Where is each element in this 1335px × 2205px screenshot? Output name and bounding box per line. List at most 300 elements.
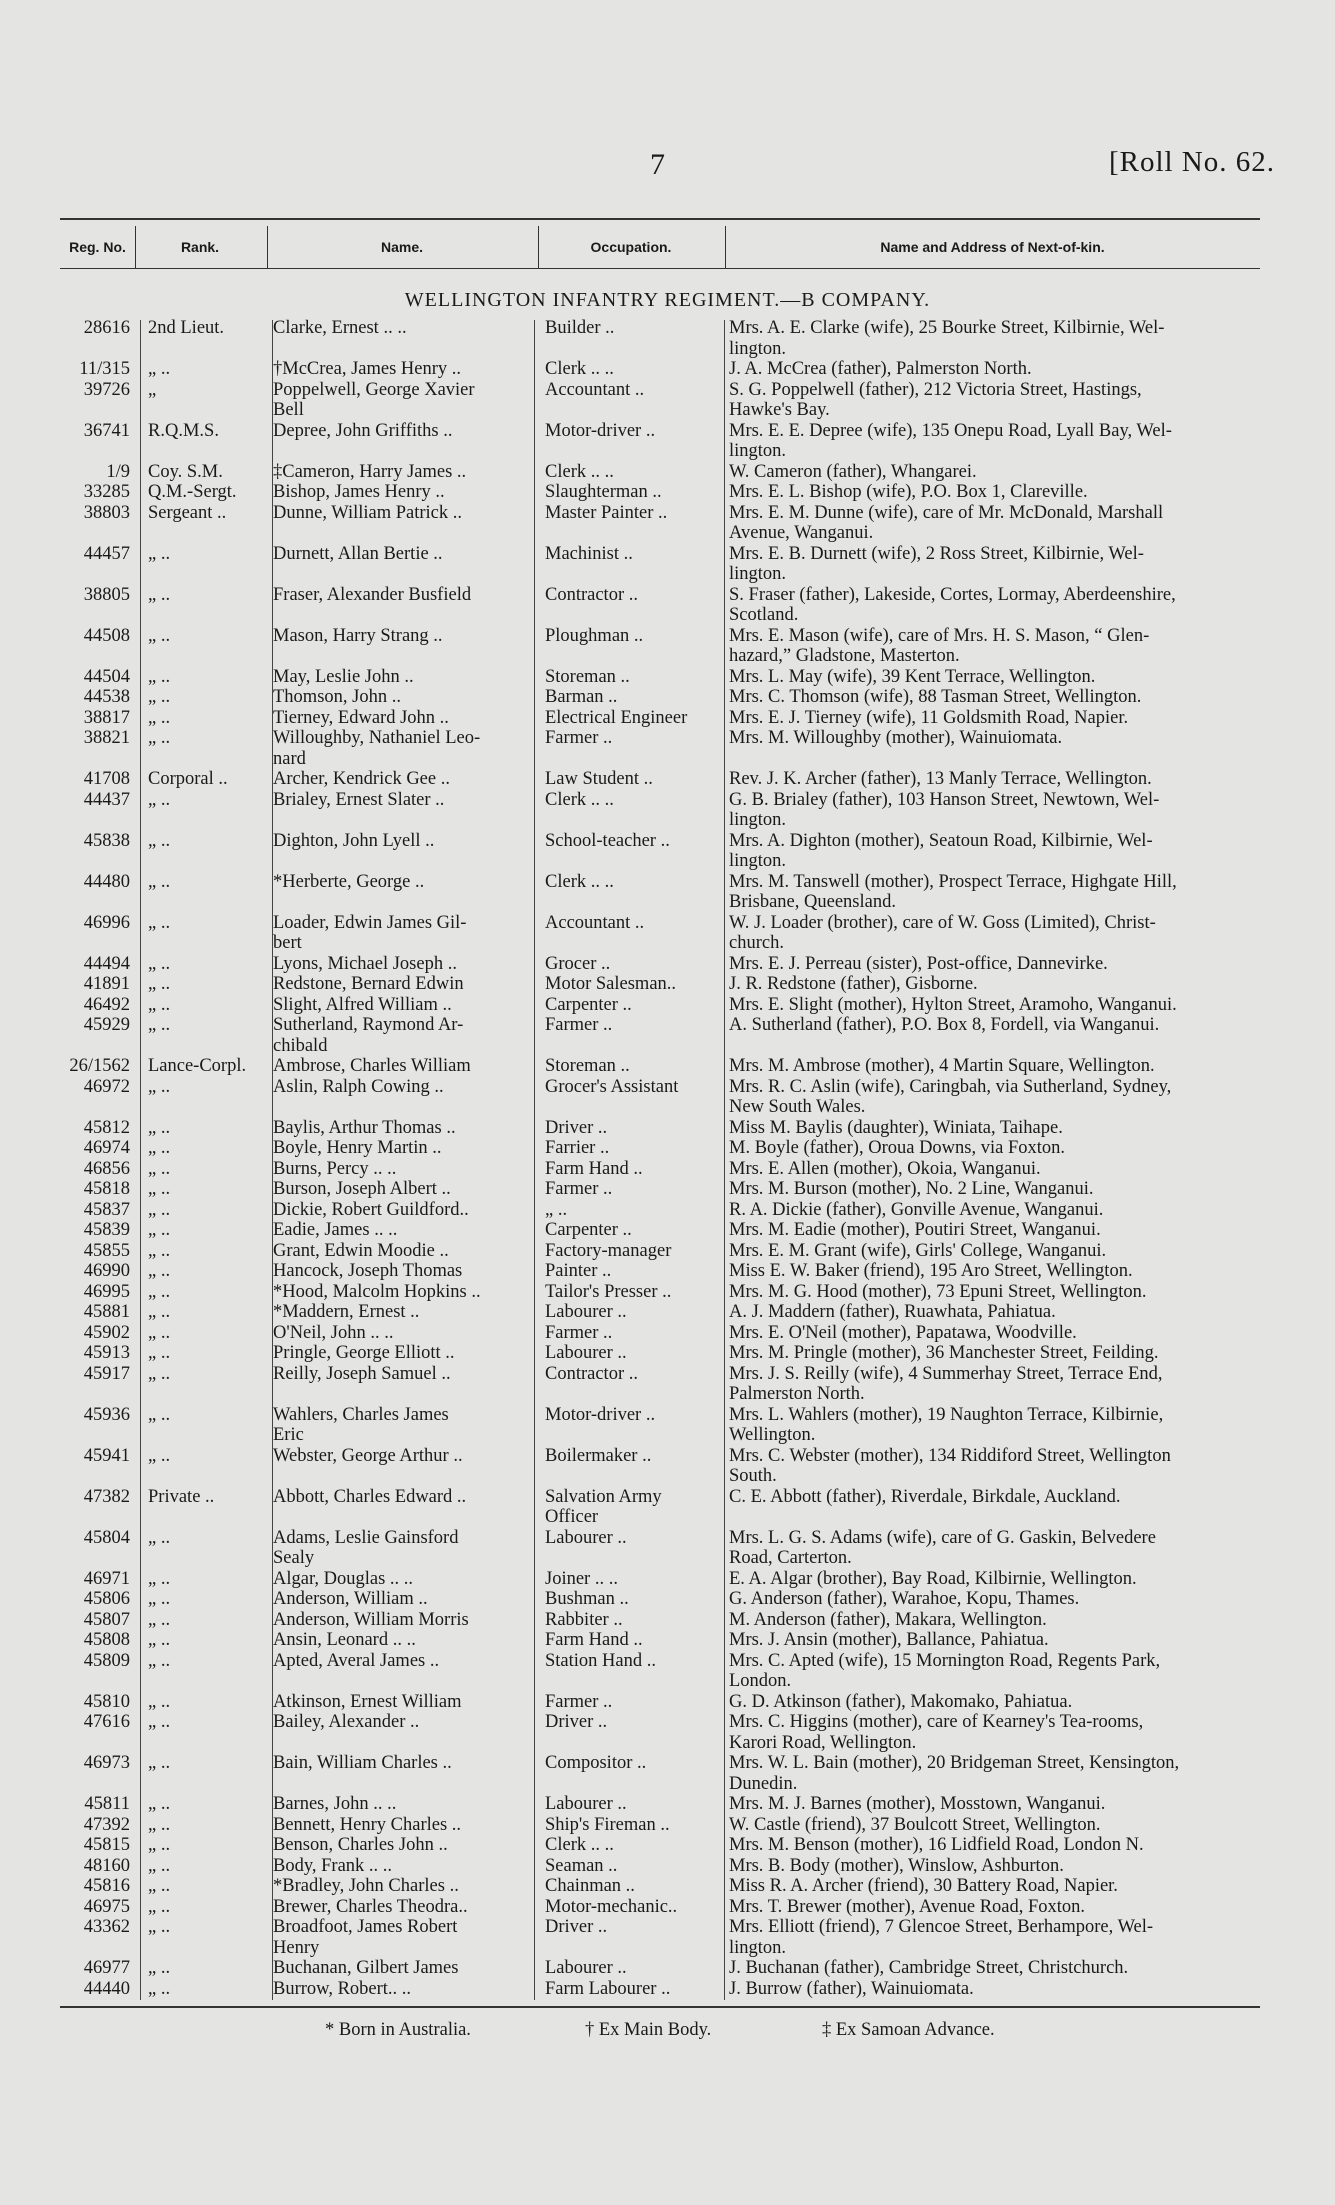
- rank-cell: 2nd Lieut.: [148, 318, 225, 338]
- table-row: [0, 339, 1335, 360]
- name-cell: Hancock, Joseph Thomas: [273, 1261, 463, 1281]
- reg-no-cell: 44437: [83, 789, 130, 810]
- next-of-kin-cell: lington.: [729, 564, 787, 584]
- next-of-kin-cell: Mrs. C. Thomson (wife), 88 Tasman Street, Wellington.: [729, 687, 1142, 707]
- reg-no-cell: 45818: [83, 1179, 130, 1199]
- next-of-kin-cell: Mrs. E. M. Dunne (wife), care of Mr. McDonald, Marshall: [729, 502, 1164, 523]
- next-of-kin-cell: W. Cameron (father), Whangarei.: [729, 461, 977, 482]
- rank-cell: [130, 1507, 255, 1528]
- table-row: [0, 359, 1335, 380]
- name-cell: Dickie, Robert Guildford..: [273, 1199, 469, 1220]
- name-cell: Broadfoot, James Robert: [273, 1917, 458, 1937]
- occupation-cell: [517, 1733, 707, 1754]
- occupation-cell: [517, 1671, 707, 1692]
- occupation-cell: Driver ..: [545, 1917, 608, 1937]
- reg-no-cell: 46995: [83, 1281, 130, 1302]
- reg-no-cell: [0, 933, 130, 954]
- next-of-kin-cell: Mrs. C. Apted (wife), 15 Mornington Road, Regents Park,: [729, 1650, 1161, 1671]
- name-cell: †McCrea, James Henry ..: [273, 359, 462, 379]
- table-row: [0, 1938, 1335, 1959]
- next-of-kin-cell: W. J. Loader (brother), care of W. Goss (Limited), Christ-: [729, 912, 1156, 933]
- rank-cell: „ ..: [148, 1199, 171, 1220]
- reg-no-cell: [0, 1097, 130, 1118]
- name-cell: Anderson, William ..: [273, 1589, 428, 1609]
- name-cell: Eric: [273, 1425, 304, 1445]
- rank-cell: „ ..: [148, 1876, 171, 1896]
- occupation-cell: Labourer ..: [545, 1794, 627, 1814]
- reg-no-cell: 45917: [83, 1363, 130, 1384]
- reg-no-cell: 45810: [83, 1691, 130, 1712]
- table-row: [0, 1015, 1335, 1036]
- name-cell: Brialey, Ernest Slater ..: [273, 789, 445, 810]
- reg-no-cell: 45809: [83, 1650, 130, 1671]
- top-rule: [60, 218, 1260, 220]
- reg-no-cell: 45855: [83, 1240, 130, 1261]
- reg-no-cell: 33285: [83, 482, 130, 502]
- reg-no-cell: 45807: [83, 1609, 130, 1630]
- occupation-cell: Master Painter ..: [545, 502, 668, 523]
- occupation-cell: [517, 1384, 707, 1405]
- rank-cell: [130, 1425, 255, 1446]
- reg-no-cell: 45816: [83, 1876, 130, 1896]
- occupation-cell: Tailor's Presser ..: [545, 1281, 672, 1302]
- reg-no-cell: 45806: [83, 1589, 130, 1609]
- reg-no-cell: 46977: [83, 1958, 130, 1978]
- occupation-cell: Bushman ..: [545, 1589, 629, 1609]
- reg-no-cell: 46975: [83, 1896, 130, 1917]
- reg-no-cell: 45936: [83, 1404, 130, 1425]
- name-cell: Ambrose, Charles William: [273, 1056, 471, 1076]
- reg-no-cell: 46972: [83, 1076, 130, 1097]
- header-name: Name.: [380, 239, 424, 255]
- next-of-kin-cell: Mrs. M. Tanswell (mother), Prospect Terrace, Highgate Hill,: [729, 871, 1177, 892]
- next-of-kin-cell: Scotland.: [729, 605, 799, 625]
- table-row: [0, 790, 1335, 811]
- occupation-cell: Driver ..: [545, 1712, 608, 1732]
- header-occupation: Occupation.: [590, 239, 672, 255]
- name-cell: Boyle, Henry Martin ..: [273, 1138, 442, 1158]
- next-of-kin-cell: A. J. Maddern (father), Ruawhata, Pahiatua.: [729, 1302, 1056, 1322]
- rank-cell: „ ..: [148, 1896, 171, 1917]
- name-cell: Baylis, Arthur Thomas ..: [273, 1117, 456, 1138]
- name-cell: Poppelwell, George Xavier: [273, 379, 475, 400]
- table-row: [0, 1343, 1335, 1364]
- rank-cell: „ ..: [148, 1404, 171, 1425]
- rank-cell: [130, 933, 255, 954]
- name-cell: [255, 1774, 517, 1795]
- reg-no-cell: 47616: [83, 1712, 130, 1732]
- table-row: [0, 1220, 1335, 1241]
- name-cell: *Maddern, Ernest ..: [273, 1302, 420, 1322]
- rank-cell: „ ..: [148, 1138, 171, 1158]
- table-row: [0, 544, 1335, 565]
- occupation-cell: Farmer ..: [545, 728, 613, 748]
- table-row: [0, 1958, 1335, 1979]
- occupation-cell: [517, 646, 707, 667]
- reg-no-cell: [0, 851, 130, 872]
- next-of-kin-cell: Mrs. E. J. Tierney (wife), 11 Goldsmith Road, Napier.: [729, 707, 1129, 728]
- next-of-kin-cell: J. R. Redstone (father), Gisborne.: [729, 974, 978, 994]
- table-row: [0, 462, 1335, 483]
- rank-cell: „ ..: [148, 1158, 171, 1179]
- name-cell: *Bradley, John Charles ..: [273, 1876, 459, 1896]
- next-of-kin-cell: Brisbane, Queensland.: [729, 892, 896, 912]
- next-of-kin-cell: Hawke's Bay.: [729, 400, 830, 420]
- name-cell: [255, 892, 517, 913]
- rank-cell: „ ..: [148, 1855, 171, 1876]
- table-row: [0, 769, 1335, 790]
- next-of-kin-cell: Miss M. Baylis (daughter), Winiata, Taihape.: [729, 1117, 1063, 1138]
- occupation-cell: [517, 441, 707, 462]
- next-of-kin-cell: Mrs. B. Body (mother), Winslow, Ashburton.: [729, 1855, 1064, 1876]
- rank-cell: [130, 441, 255, 462]
- roll-label: [Roll No. 62.: [1108, 146, 1275, 178]
- table-row: [0, 1569, 1335, 1590]
- next-of-kin-cell: [707, 1036, 1272, 1057]
- next-of-kin-cell: church.: [729, 933, 784, 953]
- name-cell: Durnett, Allan Bertie ..: [273, 543, 443, 564]
- table-row: [0, 913, 1335, 934]
- table-row: [0, 810, 1335, 831]
- table-row: [0, 441, 1335, 462]
- rank-cell: R.Q.M.S.: [148, 420, 219, 441]
- reg-no-cell: 45811: [84, 1794, 130, 1814]
- rank-cell: „ ..: [148, 1568, 171, 1589]
- next-of-kin-cell: M. Anderson (father), Makara, Wellington.: [729, 1609, 1047, 1630]
- rank-cell: „ ..: [148, 994, 171, 1015]
- next-of-kin-cell: Mrs. M. Burson (mother), No. 2 Line, Wanganui.: [729, 1179, 1094, 1199]
- next-of-kin-cell: Mrs. E. M. Grant (wife), Girls' College, Wanganui.: [729, 1240, 1107, 1261]
- rank-cell: Q.M.-Sergt.: [148, 482, 237, 502]
- reg-no-cell: [0, 564, 130, 585]
- reg-no-cell: 38803: [83, 502, 130, 523]
- table-row: [0, 974, 1335, 995]
- rank-cell: „ ..: [148, 1630, 171, 1650]
- next-of-kin-cell: Mrs. E. Mason (wife), care of Mrs. H. S. Mason, “ Glen-: [729, 625, 1150, 646]
- reg-no-cell: [0, 523, 130, 544]
- name-cell: [255, 1733, 517, 1754]
- roll-table: [0, 318, 1335, 1999]
- next-of-kin-cell: Dunedin.: [729, 1773, 798, 1794]
- reg-no-cell: 45902: [83, 1322, 130, 1343]
- table-row: [0, 1979, 1335, 2000]
- next-of-kin-cell: Mrs. A. Dighton (mother), Seatoun Road, Kilbirnie, Wel-: [729, 830, 1153, 851]
- name-cell: Bailey, Alexander ..: [273, 1712, 420, 1732]
- occupation-cell: [517, 1938, 707, 1959]
- occupation-cell: „ ..: [545, 1199, 568, 1220]
- name-cell: [255, 441, 517, 462]
- table-row: [0, 1671, 1335, 1692]
- next-of-kin-cell: R. A. Dickie (father), Gonville Avenue, Wanganui.: [729, 1199, 1104, 1220]
- table-row: [0, 400, 1335, 421]
- name-cell: [255, 1384, 517, 1405]
- occupation-cell: Clerk .. ..: [545, 359, 614, 379]
- reg-no-cell: 45929: [83, 1015, 130, 1035]
- table-row: [0, 1897, 1335, 1918]
- table-row: [0, 1323, 1335, 1344]
- reg-no-cell: [0, 892, 130, 913]
- table-row: [0, 708, 1335, 729]
- table-row: [0, 1610, 1335, 1631]
- name-cell: Bain, William Charles ..: [273, 1753, 452, 1773]
- rank-cell: „ ..: [148, 1343, 171, 1363]
- rank-cell: „ ..: [148, 1835, 171, 1855]
- rank-cell: [130, 400, 255, 421]
- rank-cell: „ ..: [148, 1302, 171, 1322]
- reg-no-cell: 45815: [83, 1835, 130, 1855]
- section-title: WELLINGTON INFANTRY REGIMENT.—B COMPANY.: [404, 289, 931, 311]
- table-row: [0, 380, 1335, 401]
- rank-cell: [130, 564, 255, 585]
- occupation-cell: Farm Hand ..: [545, 1158, 643, 1179]
- rank-cell: „ ..: [148, 1527, 171, 1548]
- rank-cell: [130, 1097, 255, 1118]
- page-number: 7: [650, 148, 665, 181]
- name-cell: Dunne, William Patrick ..: [273, 502, 463, 523]
- rank-cell: „ ..: [148, 1261, 171, 1281]
- reg-no-cell: [0, 1466, 130, 1487]
- name-cell: Grant, Edwin Moodie ..: [273, 1240, 449, 1261]
- rank-cell: „ ..: [148, 1076, 171, 1097]
- next-of-kin-cell: Karori Road, Wellington.: [729, 1732, 917, 1753]
- occupation-cell: [517, 523, 707, 544]
- name-cell: Thomson, John ..: [273, 687, 401, 707]
- table-row: [0, 1425, 1335, 1446]
- next-of-kin-cell: M. Boyle (father), Oroua Downs, via Foxton.: [729, 1138, 1066, 1158]
- next-of-kin-cell: Mrs. A. E. Clarke (wife), 25 Bourke Street, Kilbirnie, Wel-: [729, 318, 1165, 338]
- reg-no-cell: 45839: [83, 1220, 130, 1240]
- reg-no-cell: 44480: [83, 871, 130, 892]
- name-cell: Mason, Harry Strang ..: [273, 625, 443, 646]
- next-of-kin-cell: G. D. Atkinson (father), Makomako, Pahiatua.: [729, 1691, 1073, 1712]
- table-row: [0, 1179, 1335, 1200]
- table-row: [0, 564, 1335, 585]
- next-of-kin-cell: Mrs. E. J. Perreau (sister), Post-office, Dannevirke.: [729, 953, 1108, 974]
- rank-cell: „ ..: [148, 359, 171, 379]
- rank-cell: „ ..: [148, 1609, 171, 1630]
- next-of-kin-cell: Mrs. L. May (wife), 39 Kent Terrace, Wellington.: [729, 666, 1096, 687]
- occupation-cell: Driver ..: [545, 1117, 608, 1138]
- table-row: [0, 1384, 1335, 1405]
- reg-no-cell: 11/315: [79, 359, 130, 379]
- next-of-kin-cell: Mrs. C. Higgins (mother), care of Kearney's Tea-rooms,: [729, 1712, 1144, 1732]
- name-cell: Archer, Kendrick Gee ..: [273, 769, 450, 789]
- reg-no-cell: 46856: [83, 1158, 130, 1179]
- occupation-cell: Farmer ..: [545, 1322, 613, 1343]
- rank-cell: „ ..: [148, 666, 171, 687]
- name-cell: Tierney, Edward John ..: [273, 707, 449, 728]
- reg-no-cell: [0, 1425, 130, 1446]
- next-of-kin-cell: [707, 749, 1272, 770]
- occupation-cell: [517, 339, 707, 360]
- reg-no-cell: [0, 749, 130, 770]
- rank-cell: „ ..: [148, 789, 171, 810]
- rank-cell: [130, 1036, 255, 1057]
- next-of-kin-cell: Miss R. A. Archer (friend), 30 Battery Road, Napier.: [729, 1876, 1118, 1896]
- next-of-kin-cell: Miss E. W. Baker (friend), 195 Aro Street, Wellington.: [729, 1261, 1133, 1281]
- next-of-kin-cell: G. B. Brialey (father), 103 Hanson Street, Newtown, Wel-: [729, 789, 1160, 810]
- occupation-cell: Storeman ..: [545, 1056, 630, 1076]
- table-row: [0, 728, 1335, 749]
- name-cell: Henry: [273, 1937, 320, 1958]
- table-row: [0, 1118, 1335, 1139]
- occupation-cell: Labourer ..: [545, 1343, 627, 1363]
- occupation-cell: [517, 933, 707, 954]
- next-of-kin-cell: Mrs. L. G. S. Adams (wife), care of G. Gaskin, Belvedere: [729, 1527, 1156, 1548]
- reg-no-cell: 39726: [83, 379, 130, 400]
- table-row: [0, 1446, 1335, 1467]
- next-of-kin-cell: W. Castle (friend), 37 Boulcott Street, Wellington.: [729, 1814, 1101, 1835]
- table-row: [0, 482, 1335, 503]
- reg-no-cell: 46973: [83, 1753, 130, 1773]
- occupation-cell: Motor-mechanic..: [545, 1896, 678, 1917]
- rank-cell: Sergeant ..: [148, 502, 227, 523]
- name-cell: Lyons, Michael Joseph ..: [273, 953, 457, 974]
- rank-cell: „ ..: [148, 1117, 171, 1138]
- next-of-kin-cell: S. G. Poppelwell (father), 212 Victoria Street, Hastings,: [729, 379, 1142, 400]
- occupation-cell: Contractor ..: [545, 1363, 638, 1384]
- name-cell: Slight, Alfred William ..: [273, 994, 452, 1015]
- name-cell: Clarke, Ernest .. ..: [273, 318, 407, 338]
- reg-no-cell: [0, 1938, 130, 1959]
- reg-no-cell: 41708: [83, 769, 130, 789]
- next-of-kin-cell: E. A. Algar (brother), Bay Road, Kilbirnie, Wellington.: [729, 1568, 1137, 1589]
- reg-no-cell: 44538: [83, 687, 130, 707]
- name-cell: [255, 523, 517, 544]
- next-of-kin-cell: Avenue, Wanganui.: [729, 523, 874, 543]
- next-of-kin-cell: J. A. McCrea (father), Palmerston North.: [729, 359, 1032, 379]
- next-of-kin-cell: Mrs. M. Eadie (mother), Poutiri Street, Wanganui.: [729, 1220, 1101, 1240]
- reg-no-cell: 45838: [83, 830, 130, 851]
- table-row: [0, 1589, 1335, 1610]
- occupation-cell: Factory-manager: [545, 1240, 672, 1261]
- reg-no-cell: [0, 1036, 130, 1057]
- table-row: [0, 1466, 1335, 1487]
- occupation-cell: Salvation Army: [545, 1486, 662, 1507]
- table-row: [0, 1815, 1335, 1836]
- table-row: [0, 1774, 1335, 1795]
- rank-cell: „ ..: [148, 953, 171, 974]
- occupation-cell: Machinist ..: [545, 543, 633, 564]
- next-of-kin-cell: New South Wales.: [729, 1097, 866, 1117]
- reg-no-cell: 38821: [83, 728, 130, 748]
- name-cell: Benson, Charles John ..: [273, 1835, 448, 1855]
- reg-no-cell: 43362: [83, 1917, 130, 1937]
- occupation-cell: Officer: [545, 1507, 599, 1527]
- rank-cell: „ ..: [148, 1281, 171, 1302]
- table-row: [0, 1487, 1335, 1508]
- occupation-cell: Chainman ..: [545, 1876, 635, 1896]
- occupation-cell: Motor Salesman..: [545, 974, 677, 994]
- rank-cell: „ ..: [148, 1978, 171, 1999]
- name-cell: bert: [273, 933, 302, 953]
- rank-cell: „ ..: [148, 1589, 171, 1609]
- occupation-cell: [517, 605, 707, 626]
- name-cell: Brewer, Charles Theodra..: [273, 1896, 468, 1917]
- name-cell: Bishop, James Henry ..: [273, 482, 445, 502]
- table-row: [0, 667, 1335, 688]
- reg-no-cell: [0, 441, 130, 462]
- reg-no-cell: 38805: [83, 584, 130, 605]
- name-cell: Loader, Edwin James Gil-: [273, 912, 467, 933]
- occupation-cell: [517, 1425, 707, 1446]
- occupation-cell: Electrical Engineer: [545, 707, 688, 728]
- name-cell: Aslin, Ralph Cowing ..: [273, 1076, 444, 1097]
- name-cell: [255, 646, 517, 667]
- name-cell: O'Neil, John .. ..: [273, 1322, 394, 1343]
- occupation-cell: Builder ..: [545, 318, 615, 338]
- name-cell: Sutherland, Raymond Ar-: [273, 1015, 464, 1035]
- reg-no-cell: [0, 1774, 130, 1795]
- name-cell: Burson, Joseph Albert ..: [273, 1179, 451, 1199]
- table-row: [0, 1056, 1335, 1077]
- next-of-kin-cell: S. Fraser (father), Lakeside, Cortes, Lormay, Aberdeenshire,: [729, 584, 1176, 605]
- rank-cell: Coy. S.M.: [148, 461, 223, 482]
- table-row: [0, 1917, 1335, 1938]
- header-rank: Rank.: [180, 239, 220, 255]
- reg-no-cell: [0, 646, 130, 667]
- name-cell: [255, 605, 517, 626]
- next-of-kin-cell: J. Burrow (father), Wainuiomata.: [729, 1978, 974, 1999]
- occupation-cell: Carpenter ..: [545, 1220, 632, 1240]
- next-of-kin-cell: Mrs. M. G. Hood (mother), 73 Epuni Street, Wellington.: [729, 1281, 1147, 1302]
- name-cell: Bennett, Henry Charles ..: [273, 1814, 462, 1835]
- occupation-cell: [517, 1466, 707, 1487]
- table-row: [0, 1835, 1335, 1856]
- occupation-cell: Farm Hand ..: [545, 1630, 643, 1650]
- rank-cell: „: [148, 379, 157, 400]
- reg-no-cell: 45808: [83, 1630, 130, 1650]
- reg-no-cell: 44440: [83, 1978, 130, 1999]
- name-cell: Abbott, Charles Edward ..: [273, 1486, 467, 1507]
- next-of-kin-cell: hazard,” Gladstone, Masterton.: [729, 646, 960, 666]
- table-row: [0, 1077, 1335, 1098]
- reg-no-cell: 46996: [83, 912, 130, 933]
- rank-cell: Lance-Corpl.: [148, 1056, 247, 1076]
- occupation-cell: Seaman ..: [545, 1855, 618, 1876]
- name-cell: Adams, Leslie Gainsford: [273, 1527, 459, 1548]
- next-of-kin-cell: Mrs. J. Ansin (mother), Ballance, Pahiatua.: [729, 1630, 1049, 1650]
- next-of-kin-cell: Mrs. M. Pringle (mother), 36 Manchester Street, Feilding.: [729, 1343, 1159, 1363]
- table-row: [0, 1651, 1335, 1672]
- rank-cell: „ ..: [148, 1712, 171, 1732]
- table-row: [0, 1794, 1335, 1815]
- name-cell: Sealy: [273, 1548, 315, 1568]
- next-of-kin-cell: lington.: [729, 441, 787, 461]
- occupation-cell: Rabbiter ..: [545, 1609, 623, 1630]
- table-row: [0, 872, 1335, 893]
- rank-cell: „ ..: [148, 1958, 171, 1978]
- table-row: [0, 1282, 1335, 1303]
- occupation-cell: Farmer ..: [545, 1179, 613, 1199]
- name-cell: Dighton, John Lyell ..: [273, 830, 435, 851]
- occupation-cell: Grocer's Assistant: [545, 1076, 679, 1097]
- table-row: [0, 1138, 1335, 1159]
- rank-cell: „ ..: [148, 584, 171, 605]
- name-cell: Pringle, George Elliott ..: [273, 1343, 455, 1363]
- occupation-cell: Contractor ..: [545, 584, 638, 605]
- next-of-kin-cell: Mrs. Elliott (friend), 7 Glencoe Street, Berhampore, Wel-: [729, 1917, 1154, 1937]
- reg-no-cell: 45881: [83, 1302, 130, 1322]
- rank-cell: „ ..: [148, 1794, 171, 1814]
- reg-no-cell: 46990: [83, 1261, 130, 1281]
- occupation-cell: Farrier ..: [545, 1138, 610, 1158]
- name-cell: Ansin, Leonard .. ..: [273, 1630, 416, 1650]
- next-of-kin-cell: London.: [729, 1671, 792, 1691]
- reg-no-cell: 48160: [83, 1855, 130, 1876]
- reg-no-cell: [0, 1384, 130, 1405]
- bottom-rule: [60, 2006, 1260, 2008]
